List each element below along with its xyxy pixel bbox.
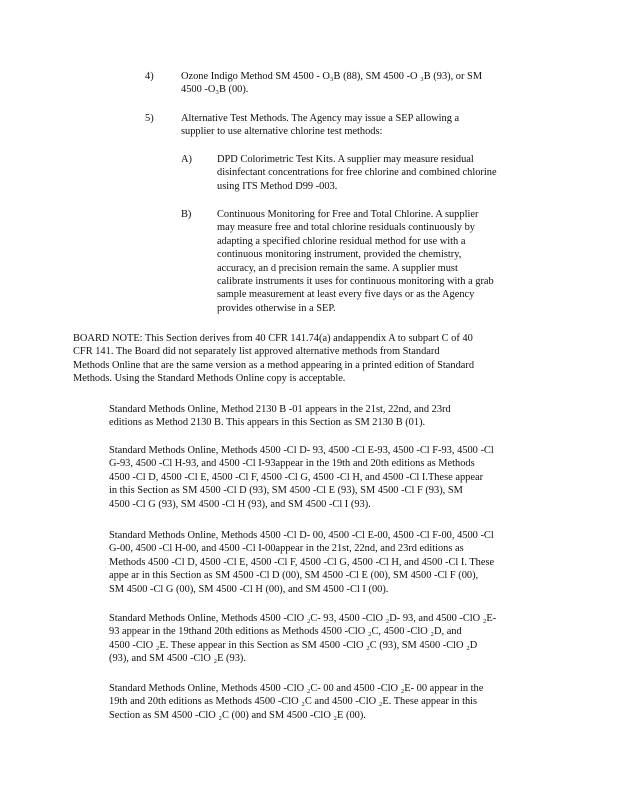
text-line: supplier to use alternative chlorine test methods: [181,126,383,138]
item-text [181,112,511,139]
text-line: adapting a specified chlorine residual method for use with a [217,235,466,247]
text-line: Continuous Monitoring for Free and Total Chlorine. A supplier [217,209,479,220]
text-line: Standard Methods Online, Methods 4500 -ClO ₂C- 00 and 4500 -ClO ₂E- 00 appear in the [109,683,484,694]
text-line: appe ar in this Section as SM 4500 -Cl D (00), SM 4500 -Cl E (00), SM 4500 -Cl F (00), [109,570,479,582]
text-line: may measure free and total chlorine residuals continuously by [217,222,475,234]
text-line: Section as SM 4500 -ClO ₂C (00) and SM 4500 -ClO ₂E (00). [109,709,366,721]
text-line: Standard Methods Online, Methods 4500 -Cl D- 93, 4500 -Cl E-93, 4500 -Cl F-93, 4500 -Cl [109,445,494,456]
text-line: 4500 -O₃B (00). [181,84,249,96]
text-line: editions as Method 2130 B. This appears in this Section as SM 2130 B (01). [109,417,426,429]
standard-methods-paragraph [109,444,541,511]
text-line: 4500 -ClO ₂E. These appear in this Section as SM 4500 -ClO ₂C (93), SM 4500 -ClO ₂D [109,639,478,651]
standard-methods-paragraph [109,682,541,722]
text-line: G-00, 4500 -Cl H-00, and 4500 -Cl I-00appear in the 21st, 22nd, and 23rd editions as [109,543,464,555]
subitem-text [217,208,537,315]
text-line: in this Section as SM 4500 -Cl D (93), SM 4500 -Cl E (93), SM 4500 -Cl F (93), SM [109,485,463,497]
text-line: sample measurement at least every five days or as the Agency [217,289,475,301]
subitem-text [217,153,537,193]
text-line: (93), and SM 4500 -ClO ₂E (93). [109,653,246,665]
text-line: Standard Methods Online, Methods 4500 -ClO ₂C- 93, 4500 -ClO ₂D- 93, and 4500 -ClO ₂E- [109,613,497,624]
text-line: disinfectant concentrations for free chlorine and combined chlorine [217,167,497,179]
board-note [73,332,545,386]
subitem-letter: B) [181,209,192,220]
item-number: 5) [145,113,154,124]
text-line: accuracy, an d precision remain the same. A supplier must [217,262,458,274]
text-line: Ozone Indigo Method SM 4500 - O₃B (88), SM 4500 -O ₃B (93), or SM [181,71,483,82]
text-line: DPD Colorimetric Test Kits. A supplier may measure residual [217,154,474,165]
text-line: calibrate instruments it uses for continuous monitoring with a grab [217,276,494,288]
item-number: 4) [145,71,154,82]
text-line: Methods 4500 -Cl D, 4500 -Cl E, 4500 -Cl F, 4500 -Cl G, 4500 -Cl H, and 4500 -Cl I. These [109,556,495,568]
text-line: Methods. Using the Standard Methods Online copy is acceptable. [73,373,346,385]
text-line: Alternative Test Methods. The Agency may issue a SEP allowing a [181,113,460,124]
subitem-letter: A) [181,154,192,165]
standard-methods-paragraph [109,612,541,666]
text-line: Standard Methods Online, Methods 4500 -Cl D- 00, 4500 -Cl E-00, 4500 -Cl F-00, 4500 -Cl [109,530,494,541]
standard-methods-paragraph [109,529,541,596]
text-line: SM 4500 -Cl G (00), SM 4500 -Cl H (00), and SM 4500 -Cl I (00). [109,583,389,595]
text-line: 19th and 20th editions as Methods 4500 -ClO ₂C and 4500 -ClO ₂E. These appear in this [109,696,478,708]
item-text [181,70,533,97]
text-line: continuous monitoring instrument, provided the chemistry, [217,249,462,261]
text-line: using ITS Method D99 -003. [217,180,338,192]
text-line: Standard Methods Online, Method 2130 B -01 appears in the 21st, 22nd, and 23rd [109,404,451,415]
text-line: G-93, 4500 -Cl H-93, and 4500 -Cl I-93appear in the 19th and 20th editions as Methods [109,458,475,470]
standard-methods-paragraph [109,403,541,430]
text-line: CFR 141. The Board did not separately list approved alternative methods from Standard [73,346,440,358]
text-line: 4500 -Cl G (93), SM 4500 -Cl H (93), and SM 4500 -Cl I (93). [109,498,371,510]
text-line: 93 appear in the 19thand 20th editions as Methods 4500 -ClO ₂C, 4500 -ClO ₂D, and [109,626,462,638]
text-line: 4500 -Cl D, 4500 -Cl E, 4500 -Cl F, 4500 -Cl G, 4500 -Cl H, and 4500 -Cl I.These appear [109,471,484,483]
text-line: provides otherwise in a SEP. [217,302,336,314]
text-line: BOARD NOTE: This Section derives from 40 CFR 141.74(a) andappendix A to subpart C of 40 [73,333,473,344]
text-line: Methods Online that are the same version as a method appearing in a printed edition of Standard [73,359,475,371]
